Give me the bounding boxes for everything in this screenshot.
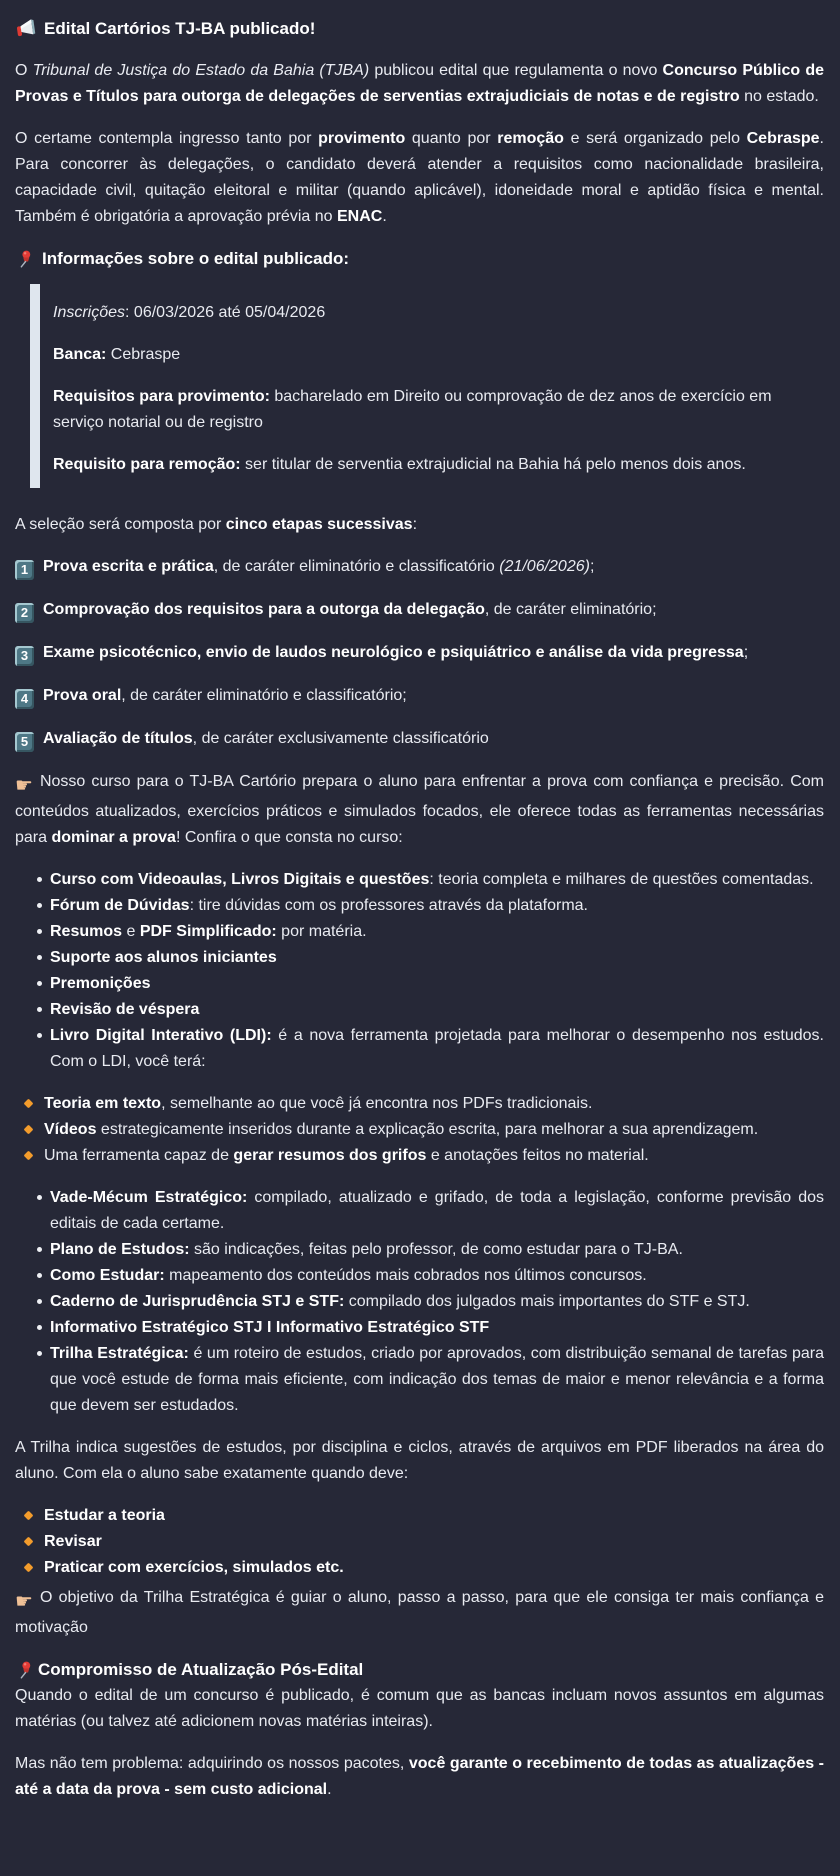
text-run: ! Confira o que consta no curso: xyxy=(175,829,403,846)
text-run: O xyxy=(15,62,33,79)
bold-text: Prova escrita e prática xyxy=(43,558,214,575)
step-number-badge: 4 xyxy=(15,689,34,709)
text-run: . Para concorrer às delegações, o candidato deverá atender a requisitos como nacionalidade brasileira, capacidade civil, quitação eleitoral e militar (quando aplicável), idoneidade moral e aptidão física e mental. Também é obrigatória a aprovação prévia no xyxy=(15,130,824,225)
text-run: Quando o edital de um concurso é publicado, é comum que as bancas incluam novos assuntos em algumas matérias (ou talvez até adicionem novas matérias inteiras). xyxy=(15,1687,824,1730)
text-run: : teoria completa e milhares de questões comentadas. xyxy=(429,871,814,888)
text-run: estrategicamente inseridos durante a explicação escrita, para melhorar a sua aprendizagem. xyxy=(96,1121,759,1138)
quote-item xyxy=(53,452,804,478)
text-run: , de caráter eliminatório; xyxy=(484,601,657,618)
text-run: A Trilha indica sugestões de estudos, por disciplina e ciclos, através de arquivos em PDF liberados na área do aluno. Com ela o aluno sabe exatamente quando deve: xyxy=(15,1439,824,1482)
paragraph xyxy=(15,58,824,110)
bold-text: PDF Simplificado: xyxy=(139,923,277,940)
dot-bullet-icon xyxy=(37,1007,42,1012)
diamond-bullet-icon xyxy=(24,1151,34,1161)
text-run: . xyxy=(327,1781,332,1798)
list-item xyxy=(15,1117,824,1143)
paragraph xyxy=(15,1683,824,1735)
text-run: O certame contempla ingresso tanto por xyxy=(15,130,319,147)
list-item xyxy=(15,1237,824,1263)
bold-text: Informativo Estratégico STJ I Informativo Estratégico STF xyxy=(50,1319,490,1336)
list-item xyxy=(15,1023,824,1075)
bold-text: Edital Cartórios TJ-BA publicado! xyxy=(44,19,316,38)
text-run: . xyxy=(382,208,387,225)
step-item xyxy=(15,683,824,709)
info-quote xyxy=(30,284,824,488)
pointing-right-icon xyxy=(15,773,33,799)
list-item xyxy=(15,945,824,971)
dot-bullet-list xyxy=(15,867,824,1075)
diamond-bullet-list xyxy=(15,1091,824,1169)
step-number-badge: 5 xyxy=(15,732,34,752)
step-number-badge: 2 xyxy=(15,603,34,623)
list-item xyxy=(15,893,824,919)
paragraph xyxy=(15,1435,824,1487)
heading-pin xyxy=(15,246,824,272)
list-item xyxy=(15,867,824,893)
heading-pin2 xyxy=(15,1657,824,1683)
pointing-right-icon xyxy=(15,1589,33,1615)
bold-text: Revisão de véspera xyxy=(50,1001,200,1018)
quote-item xyxy=(53,300,804,326)
dot-bullet-icon xyxy=(37,1325,42,1330)
bold-text: cinco etapas sucessivas xyxy=(225,516,413,533)
italic-text: Tribunal de Justiça do Estado da Bahia (TJBA) xyxy=(32,62,370,79)
bold-text: Cebraspe xyxy=(746,130,820,147)
dot-bullet-icon xyxy=(37,1247,42,1252)
text-run: e será organizado pelo xyxy=(563,130,747,147)
bold-text: Teoria em texto xyxy=(44,1095,162,1112)
text-run: , de caráter eliminatório e classificatório xyxy=(213,558,500,575)
bold-text: Compromisso de Atualização Pós-Edital xyxy=(38,1660,364,1679)
text-run: : tire dúvidas com os professores através da plataforma. xyxy=(189,897,588,914)
diamond-bullet-icon xyxy=(24,1537,34,1547)
bold-text: Comprovação dos requisitos para a outorga da delegação xyxy=(43,601,485,618)
text-run: no estado. xyxy=(739,88,819,105)
dot-bullet-icon xyxy=(37,955,42,960)
bold-text: Avaliação de títulos xyxy=(43,730,193,747)
pushpin-icon xyxy=(15,249,35,269)
bold-text: você garante o recebimento de todas as atualizações - até a data da prova - sem custo adicional xyxy=(15,1755,824,1798)
bold-text: Suporte aos alunos iniciantes xyxy=(50,949,277,966)
step-item xyxy=(15,726,824,752)
quote-item xyxy=(53,384,804,436)
text-run: compilado, atualizado e grifado, de toda a legislação, conforme previsão dos editais de cada certame. xyxy=(50,1189,824,1232)
step-item xyxy=(15,640,824,666)
text-run: compilado dos julgados mais importantes do STF e STJ. xyxy=(344,1293,750,1310)
text-run: é a nova ferramenta projetada para melhorar o desempenho nos estudos. Com o LDI, você terá: xyxy=(50,1027,825,1070)
bold-text: dominar a prova xyxy=(51,829,176,846)
list-item xyxy=(15,1555,824,1581)
bold-text: Caderno de Jurisprudência STJ e STF: xyxy=(50,1293,345,1310)
list-item xyxy=(15,1341,824,1419)
list-item xyxy=(15,1529,824,1555)
dot-bullet-icon xyxy=(37,981,42,986)
bold-text: Fórum de Dúvidas xyxy=(50,897,190,914)
text-run: mapeamento dos conteúdos mais cobrados nos últimos concursos. xyxy=(164,1267,647,1284)
text-run: são indicações, feitas pelo professor, de como estudar para o TJ-BA. xyxy=(189,1241,683,1258)
bold-text: Plano de Estudos: xyxy=(50,1241,190,1258)
bold-text: Premonições xyxy=(50,975,151,992)
bold-text: Estudar a teoria xyxy=(44,1507,165,1524)
text-run: ser titular de serventia extrajudicial na Bahia há pelo menos dois anos. xyxy=(240,456,746,473)
dot-bullet-icon xyxy=(37,1299,42,1304)
megaphone-icon xyxy=(15,17,37,39)
text-run: Cebraspe xyxy=(106,346,181,363)
text-run: Nosso curso para o TJ-BA Cartório prepara o aluno para enfrentar a prova com confiança e precisão. Com conteúdos atualizados, exercícios práticos e simulados focados, ele oferece todas as ferramentas necessárias para xyxy=(15,773,824,846)
bold-text: Banca: xyxy=(53,346,107,363)
step-number-badge: 1 xyxy=(15,560,34,580)
bold-text: Informações sobre o edital publicado: xyxy=(42,249,349,268)
bold-text: Trilha Estratégica: xyxy=(50,1345,189,1362)
bold-text: provimento xyxy=(318,130,406,147)
bold-text: Concurso Público de Provas e Títulos para outorga de delegações de serventias extrajudiciais de notas e de registro xyxy=(15,62,825,105)
heading-title xyxy=(15,16,824,42)
text-run: Mas não tem problema: adquirindo os nossos pacotes, xyxy=(15,1755,409,1772)
text-run: , de caráter exclusivamente classificatório xyxy=(192,730,489,747)
dot-bullet-icon xyxy=(37,1033,42,1038)
list-item xyxy=(15,1091,824,1117)
diamond-bullet-list xyxy=(15,1503,824,1581)
dot-bullet-icon xyxy=(37,877,42,882)
paragraph xyxy=(15,1751,824,1803)
dot-bullet-icon xyxy=(37,1195,42,1200)
list-item xyxy=(15,1503,824,1529)
diamond-bullet-icon xyxy=(24,1563,34,1573)
text-run: : 06/03/2026 até 05/04/2026 xyxy=(125,304,326,321)
text-run: quanto por xyxy=(405,130,498,147)
text-run: é um roteiro de estudos, criado por aprovados, com distribuição semanal de tarefas para que você estude de forma mais eficiente, com indicação dos temas de maior e menor relevância e a forma que devem ser estudados. xyxy=(50,1345,824,1414)
bold-text: remoção xyxy=(497,130,564,147)
text-run: ; xyxy=(589,558,595,575)
list-item xyxy=(15,997,824,1023)
text-run: bacharelado em Direito ou comprovação de dez anos de exercício em serviço notarial ou de registro xyxy=(53,388,772,431)
bold-text: Vade-Mécum Estratégico: xyxy=(50,1189,248,1206)
paragraph xyxy=(15,126,824,230)
list-item xyxy=(15,1185,824,1237)
bold-text: Livro Digital Interativo (LDI): xyxy=(50,1027,272,1044)
text-run: por matéria. xyxy=(276,923,367,940)
diamond-bullet-icon xyxy=(24,1125,34,1135)
bold-text: Praticar com exercícios, simulados etc. xyxy=(44,1559,344,1576)
text-run: e anotações feitos no material. xyxy=(426,1147,649,1164)
bold-text: Curso com Videoaulas, Livros Digitais e questões xyxy=(50,871,430,888)
diamond-bullet-icon xyxy=(24,1511,34,1521)
step-item xyxy=(15,554,824,580)
paragraph xyxy=(15,1585,824,1641)
text-run: Uma ferramenta capaz de xyxy=(44,1147,234,1164)
dot-bullet-icon xyxy=(37,929,42,934)
list-item xyxy=(15,1143,824,1169)
bold-text: Prova oral xyxy=(43,687,122,704)
paragraph xyxy=(15,512,824,538)
text-run: A seleção será composta por xyxy=(15,516,226,533)
dot-bullet-icon xyxy=(37,1351,42,1356)
bold-text: Requisito para remoção: xyxy=(53,456,241,473)
diamond-bullet-icon xyxy=(24,1099,34,1109)
bold-text: ENAC xyxy=(336,208,383,225)
dot-bullet-icon xyxy=(37,1273,42,1278)
bold-text: Vídeos xyxy=(44,1121,97,1138)
list-item xyxy=(15,1315,824,1341)
bold-text: gerar resumos dos grifos xyxy=(233,1147,427,1164)
bold-text: Revisar xyxy=(44,1533,102,1550)
dot-bullet-list xyxy=(15,1185,824,1419)
step-item xyxy=(15,597,824,623)
bold-text: Exame psicotécnico, envio de laudos neurológico e psiquiátrico e análise da vida pregressa xyxy=(43,644,744,661)
text-run: publicou edital que regulamenta o novo xyxy=(369,62,663,79)
text-run: : xyxy=(412,516,418,533)
list-item xyxy=(15,1289,824,1315)
bold-text: Resumos xyxy=(50,923,123,940)
italic-text: Inscrições xyxy=(53,304,126,321)
text-run: e xyxy=(122,923,140,940)
dot-bullet-icon xyxy=(37,903,42,908)
text-run: O objetivo da Trilha Estratégica é guiar o aluno, passo a passo, para que ele consiga ter mais confiança e motivação xyxy=(15,1589,824,1636)
step-number-badge: 3 xyxy=(15,646,34,666)
text-run: , de caráter eliminatório e classificatório; xyxy=(121,687,407,704)
bold-text: Requisitos para provimento: xyxy=(53,388,270,405)
list-item xyxy=(15,1263,824,1289)
list-item xyxy=(15,971,824,997)
text-run: ; xyxy=(743,644,749,661)
italic-text: (21/06/2026) xyxy=(499,558,590,575)
text-run: , semelhante ao que você já encontra nos PDFs tradicionais. xyxy=(161,1095,593,1112)
bold-text: Como Estudar: xyxy=(50,1267,165,1284)
paragraph xyxy=(15,769,824,851)
list-item xyxy=(15,919,824,945)
pushpin-icon xyxy=(15,1660,35,1680)
quote-item xyxy=(53,342,804,368)
pointing-hand-glyph: ☛ xyxy=(15,773,33,797)
pointing-hand-glyph: ☛ xyxy=(15,1589,33,1613)
